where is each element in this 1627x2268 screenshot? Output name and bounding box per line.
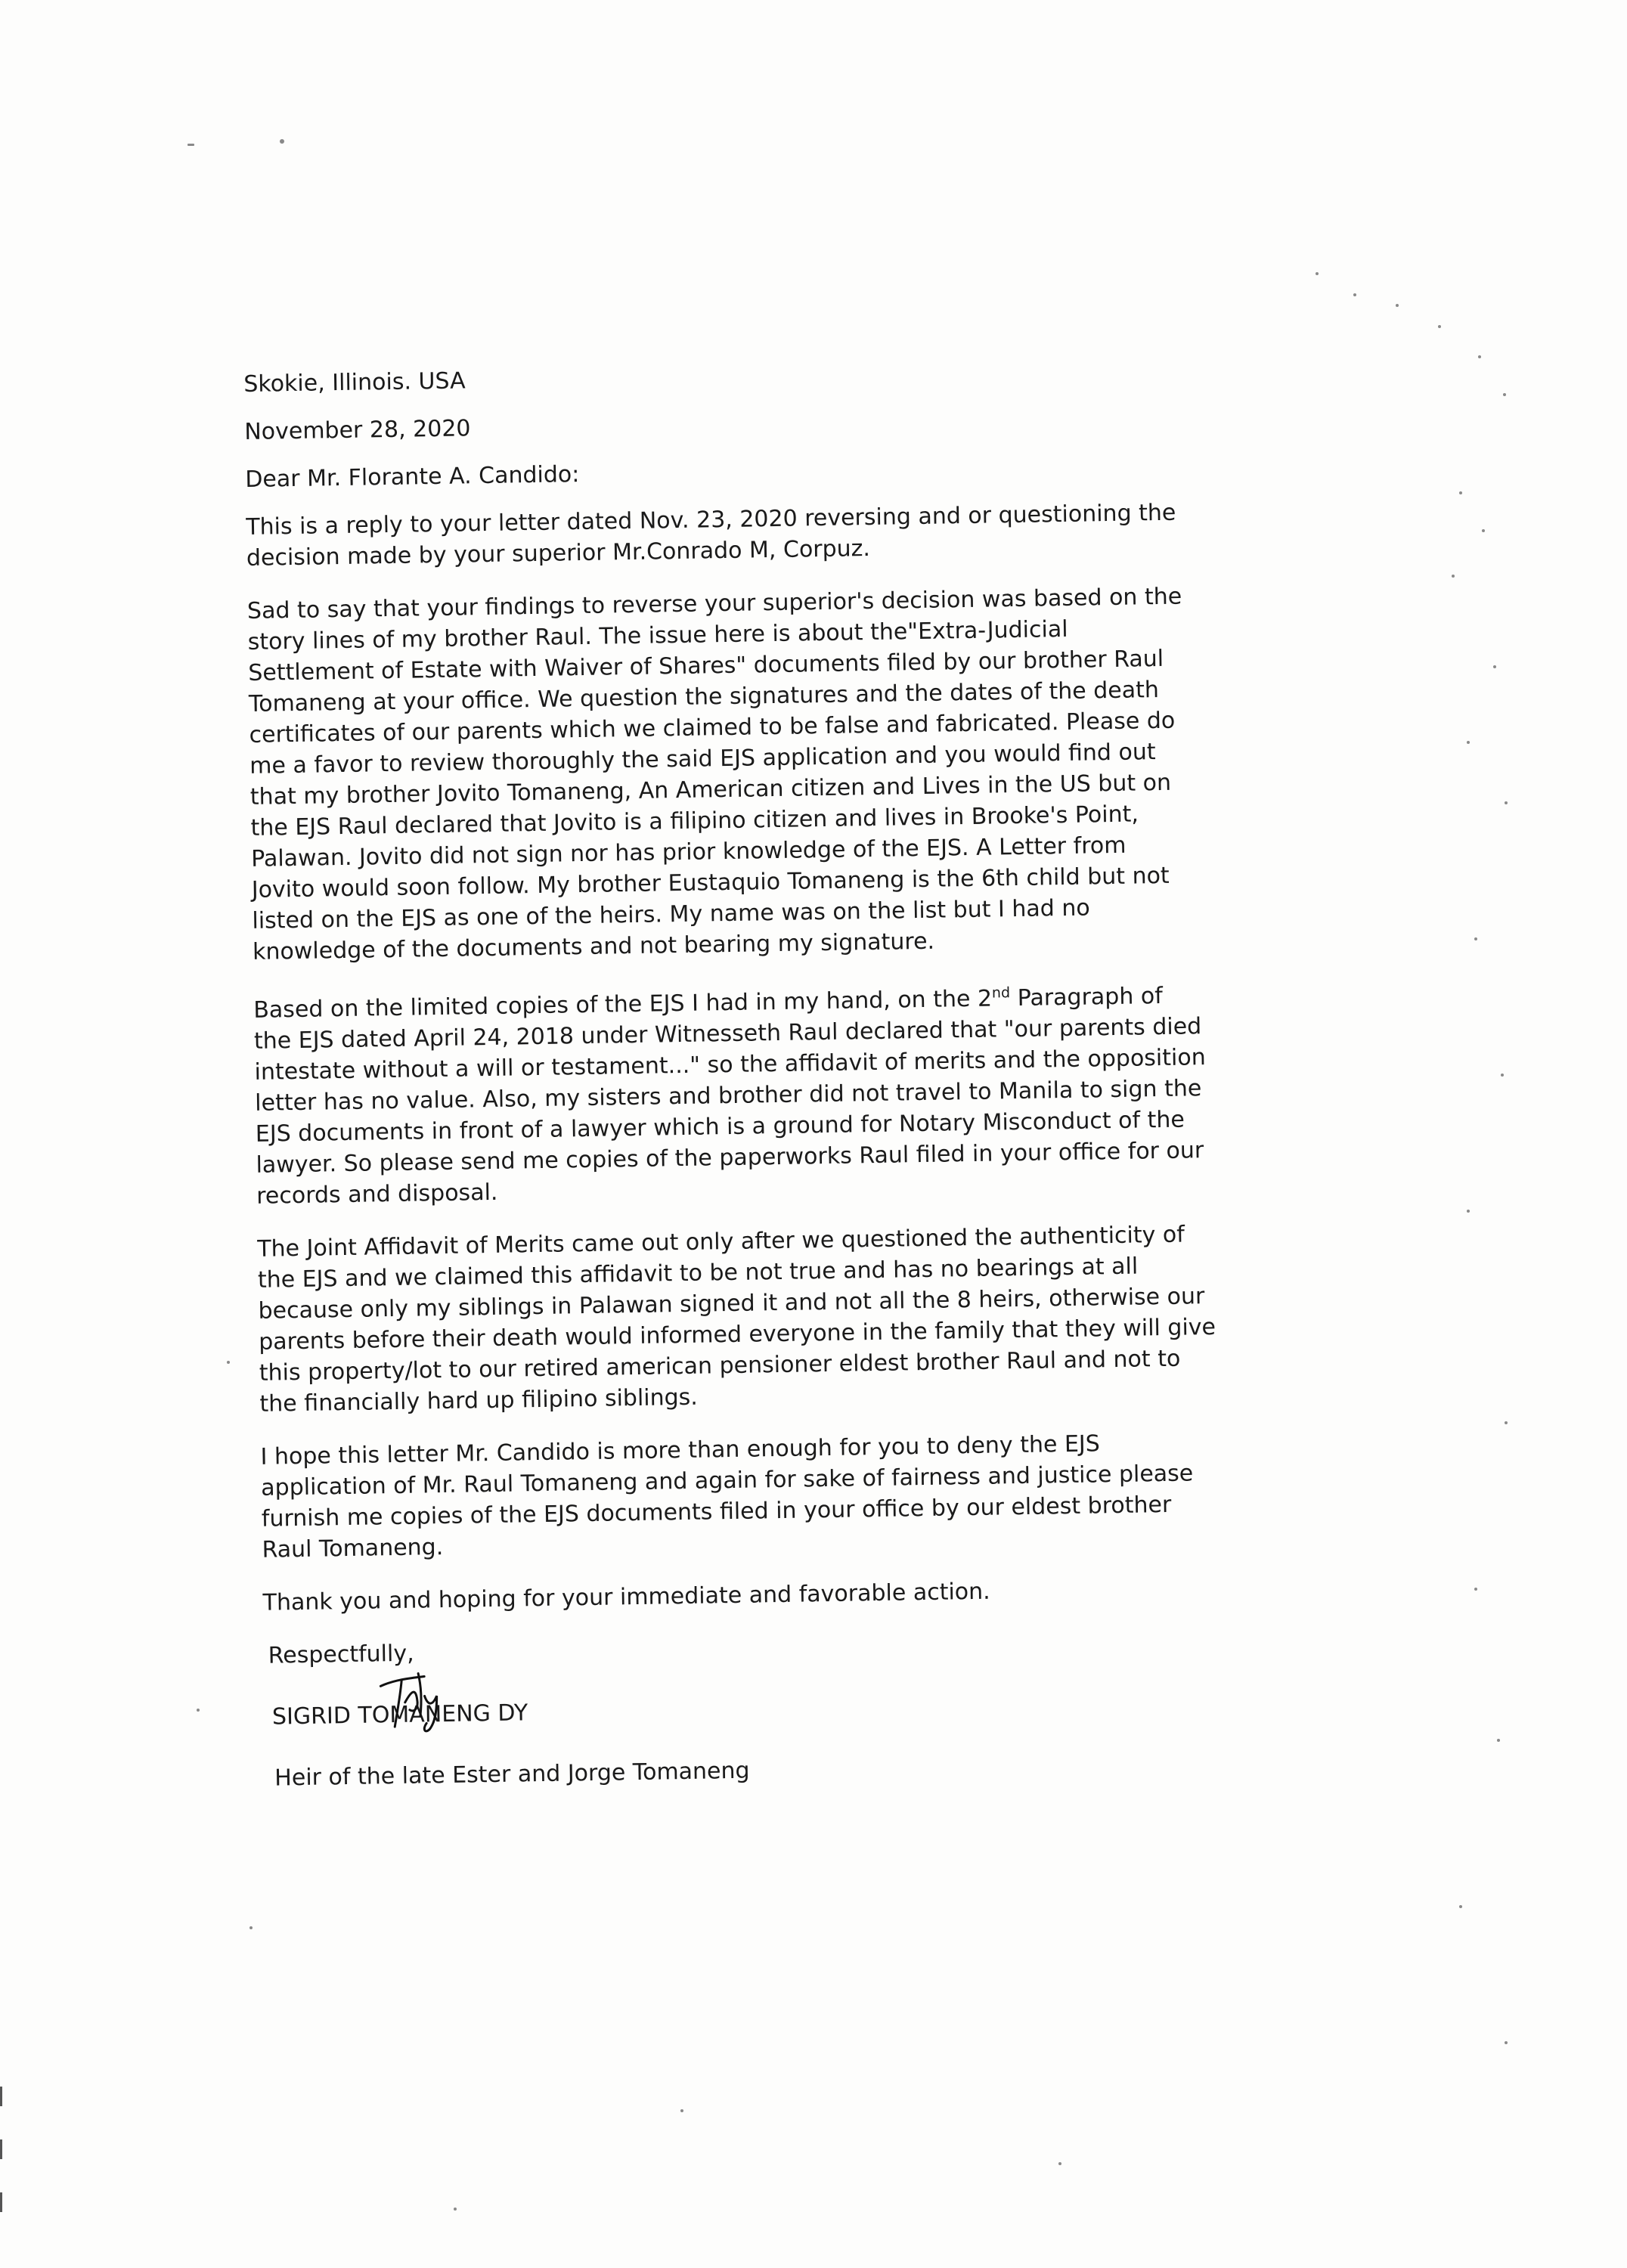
scan-speck bbox=[1505, 801, 1508, 804]
scan-speck bbox=[1503, 393, 1506, 396]
scan-speck bbox=[1316, 272, 1319, 275]
scan-speck bbox=[280, 139, 284, 144]
scan-edge-mark bbox=[0, 2192, 2, 2212]
paragraph-line: furnish me copies of the EJS documents filed in your office by our eldest brother bbox=[261, 1491, 1172, 1532]
paragraph-line: EJS documents in front of a lawyer which is a ground for Notary Misconduct of the bbox=[255, 1106, 1185, 1148]
ordinal-superscript: nd bbox=[991, 984, 1011, 1002]
closing: Respectfully, bbox=[268, 1640, 414, 1669]
scan-speck bbox=[1353, 293, 1356, 296]
paragraph-line-end: Paragraph of bbox=[1009, 983, 1164, 1012]
handwritten-signature bbox=[371, 1656, 456, 1741]
scan-speck bbox=[1452, 575, 1455, 578]
paragraph-line: Palawan. Jovito did not sign nor has prior knowledge of the EJS. A Letter from bbox=[250, 832, 1127, 872]
paragraph-line: parents before their death would informed everyone in the family that they will give bbox=[258, 1313, 1216, 1356]
paragraph-line: me a favor to review thoroughly the said EJS application and you would find out bbox=[249, 739, 1156, 779]
signature-block bbox=[265, 1684, 1385, 1794]
paragraph-line: story lines of my brother Raul. The issue here is about the"Extra-Judicial bbox=[247, 615, 1068, 655]
paragraph-line: that my brother Jovito Tomaneng, An American citizen and Lives in the US but on bbox=[249, 769, 1172, 810]
salutation: Dear Mr. Florante A. Candido: bbox=[245, 461, 580, 493]
paragraph-line: knowledge of the documents and not bearing my signature. bbox=[252, 928, 935, 965]
scan-speck bbox=[1058, 2162, 1061, 2165]
signer-name: SIGRID TOMANENG DY bbox=[271, 1699, 528, 1730]
paragraph-line: because only my siblings in Palawan signed it and not all the 8 heirs, otherwise our bbox=[258, 1283, 1205, 1325]
paragraph-line: Sad to say that your findings to reverse your superior's decision was based on the bbox=[246, 583, 1182, 624]
scan-speck bbox=[1501, 1074, 1504, 1077]
scan-edge-mark bbox=[0, 2087, 2, 2106]
paragraph-line: Raul Tomaneng. bbox=[262, 1534, 444, 1563]
scan-speck bbox=[1478, 355, 1481, 358]
scan-speck bbox=[227, 1361, 230, 1364]
letter-date: November 28, 2020 bbox=[244, 415, 471, 445]
paragraph-line: lawyer. So please send me copies of the paperworks Raul filed in your office for our bbox=[256, 1137, 1204, 1179]
paragraph-line: Jovito would soon follow. My brother Eustaquio Tomaneng is the 6th child but not bbox=[251, 862, 1170, 903]
paragraph-line: Tomaneng at your office. We question the signatures and the dates of the death bbox=[248, 677, 1160, 717]
scan-speck bbox=[1474, 1588, 1477, 1591]
paragraph-line: certificates of our parents which we claimed to be false and fabricated. Please do bbox=[249, 707, 1176, 748]
paragraph-line: letter has no value. Also, my sisters and brother did not travel to Manila to sign the bbox=[254, 1075, 1202, 1117]
paragraph bbox=[260, 1424, 1381, 1566]
sender-location: Skokie, Illinois. USA bbox=[243, 367, 466, 398]
scan-speck bbox=[1493, 665, 1496, 668]
letter-body bbox=[243, 352, 1384, 1794]
paragraph-line-start: Based on the limited copies of the EJS I had in my hand, on the 2 bbox=[253, 985, 993, 1024]
scan-speck bbox=[1505, 2041, 1508, 2044]
paragraph-line: the EJS dated April 24, 2018 under Witnesseth Raul declared that "our parents died bbox=[253, 1013, 1202, 1055]
paragraph-line: application of Mr. Raul Tomaneng and again for sake of fairness and justice please bbox=[260, 1460, 1194, 1501]
scan-speck bbox=[680, 2109, 683, 2112]
scan-speck bbox=[1438, 325, 1441, 328]
scan-speck bbox=[1474, 937, 1477, 940]
paragraph-line: This is a reply to your letter dated Nov. 23, 2020 reversing and or questioning the bbox=[246, 499, 1176, 541]
paragraph-line: records and disposal. bbox=[256, 1179, 498, 1210]
paragraph bbox=[262, 1570, 1381, 1619]
scan-speck bbox=[1467, 1210, 1470, 1213]
scan-speck bbox=[1482, 529, 1485, 532]
scan-speck bbox=[1467, 741, 1470, 744]
paragraph-line: this property/lot to our retired american pensioner eldest brother Raul and not to bbox=[259, 1345, 1181, 1387]
paragraph-line: intestate without a will or testament..." so the affidavit of merits and the opposition bbox=[254, 1044, 1206, 1086]
paragraph-line: listed on the EJS as one of the heirs. My name was on the list but I had no bbox=[252, 894, 1090, 934]
scan-speck bbox=[1396, 304, 1399, 307]
paragraph-line: the EJS and we claimed this affidavit to be not true and has no bearings at all bbox=[257, 1253, 1139, 1294]
scan-speck bbox=[197, 1709, 200, 1712]
scan-speck bbox=[454, 2208, 457, 2211]
paragraph-line: decision made by your superior Mr.Conrado M, Corpuz. bbox=[246, 535, 871, 572]
scan-speck bbox=[1459, 491, 1462, 494]
scan-speck bbox=[1497, 1739, 1500, 1742]
scan-edge-mark bbox=[0, 2139, 2, 2159]
paragraph-line: The Joint Affidavit of Merits came out only after we questioned the authenticity of bbox=[257, 1221, 1185, 1263]
paragraph-line: Settlement of Estate with Waiver of Shares" documents filed by our brother Raul bbox=[248, 645, 1164, 686]
scan-speck bbox=[1505, 1421, 1508, 1424]
paragraph-line: Thank you and hoping for your immediate and favorable action. bbox=[262, 1578, 990, 1616]
paragraph bbox=[257, 1216, 1379, 1420]
paragraph-line: the EJS Raul declared that Jovito is a filipino citizen and lives in Brooke's Point, bbox=[250, 801, 1139, 841]
scan-speck bbox=[187, 144, 194, 146]
paragraph-line: the financially hard up filipino siblings. bbox=[259, 1383, 699, 1418]
paragraph bbox=[247, 578, 1372, 968]
scan-speck bbox=[249, 1926, 253, 1929]
scan-speck bbox=[1459, 1905, 1462, 1908]
paragraph-line: I hope this letter Mr. Candido is more than enough for you to deny the EJS bbox=[260, 1430, 1101, 1470]
signer-title: Heir of the late Ester and Jorge Tomaneng bbox=[274, 1757, 750, 1792]
paragraph bbox=[253, 972, 1375, 1212]
